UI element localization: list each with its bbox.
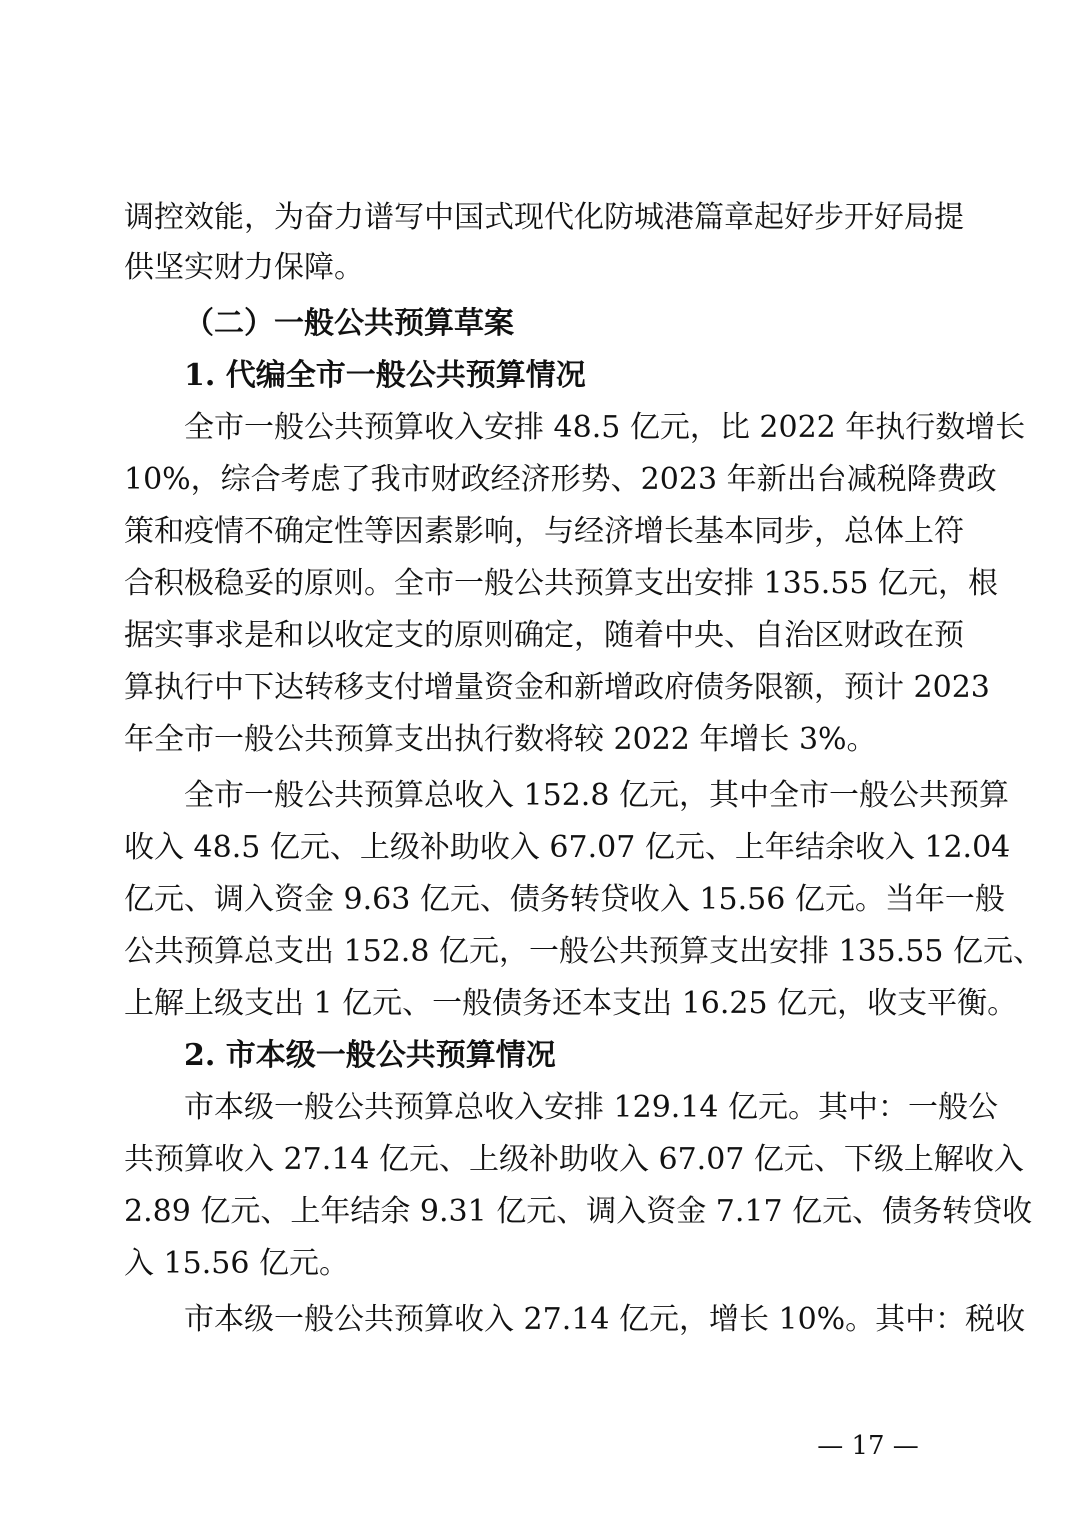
- body-text-line: 市本级一般公共预算收入 27.14 亿元，增长 10%。其中：税收: [184, 1302, 1026, 1337]
- body-text-line: 据实事求是和以收定支的原则确定，随着中央、自治区财政在预: [124, 618, 964, 653]
- section-heading: （二）一般公共预算草案: [184, 306, 514, 341]
- body-text-line: 亿元、调入资金 9.63 亿元、债务转贷收入 15.56 亿元。当年一般: [124, 882, 1005, 917]
- body-text-line: 调控效能，为奋力谱写中国式现代化防城港篇章起好步开好局提: [124, 200, 964, 235]
- subsection-heading: 1. 代编全市一般公共预算情况: [184, 358, 586, 393]
- subsection-heading: 2. 市本级一般公共预算情况: [184, 1038, 556, 1073]
- body-text-line: 全市一般公共预算总收入 152.8 亿元，其中全市一般公共预算: [184, 778, 1009, 813]
- body-text-line: 10%，综合考虑了我市财政经济形势、2023 年新出台减税降费政: [124, 462, 997, 497]
- page-number: — 17 —: [817, 1431, 919, 1461]
- body-text-line: 合积极稳妥的原则。全市一般公共预算支出安排 135.55 亿元，根: [124, 566, 999, 601]
- body-text-line: 2.89 亿元、上年结余 9.31 亿元、调入资金 7.17 亿元、债务转贷收: [124, 1194, 1033, 1229]
- body-text-line: 入 15.56 亿元。: [124, 1246, 349, 1281]
- body-text-line: 市本级一般公共预算总收入安排 129.14 亿元。其中：一般公: [184, 1090, 999, 1125]
- body-text-line: 策和疫情不确定性等因素影响，与经济增长基本同步，总体上符: [124, 514, 964, 549]
- body-text-line: 收入 48.5 亿元、上级补助收入 67.07 亿元、上年结余收入 12.04: [124, 830, 1011, 865]
- body-text-line: 年全市一般公共预算支出执行数将较 2022 年增长 3%。: [124, 722, 877, 757]
- body-text-line: 算执行中下达转移支付增量资金和新增政府债务限额，预计 2023: [124, 670, 990, 705]
- body-text-line: 上解上级支出 1 亿元、一般债务还本支出 16.25 亿元，收支平衡。: [124, 986, 1018, 1021]
- body-text-line: 供坚实财力保障。: [124, 250, 364, 285]
- body-text-line: 共预算收入 27.14 亿元、上级补助收入 67.07 亿元、下级上解收入: [124, 1142, 1024, 1177]
- body-text-line: 全市一般公共预算收入安排 48.5 亿元，比 2022 年执行数增长: [184, 410, 1026, 445]
- body-text-line: 公共预算总支出 152.8 亿元，一般公共预算支出安排 135.55 亿元、: [124, 934, 1043, 969]
